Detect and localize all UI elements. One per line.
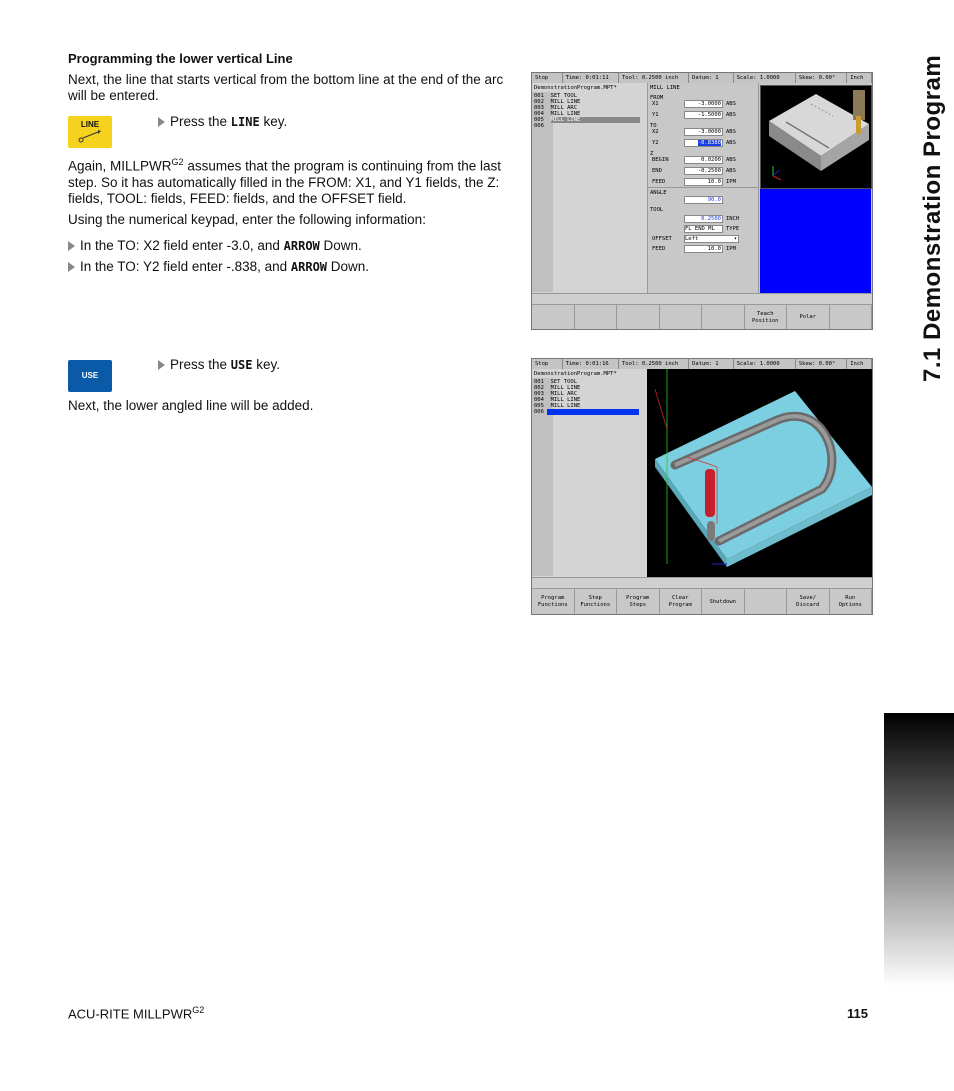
- program-list[interactable]: DemonstrationProgram.MPT* 001 SET TOOL 002 MILL LINE 003 MILL ARC 004 MILL LINE 005 MILL LINE 006: [532, 369, 648, 577]
- list-item: 006: [534, 123, 544, 129]
- line-arrow-icon: [75, 129, 105, 143]
- message-bar: [532, 577, 872, 588]
- feed2-field[interactable]: 10.0: [684, 245, 723, 253]
- x2-field[interactable]: -3.0000: [684, 128, 723, 136]
- thumb-index-gradient: [884, 713, 954, 987]
- step-press-line: Press the LINE key.: [158, 114, 287, 129]
- line-key-icon: [68, 116, 112, 148]
- y1-field[interactable]: -1.5000: [684, 111, 723, 119]
- angle-field[interactable]: 90.0: [684, 196, 723, 204]
- list-item: 003 MILL ARC: [534, 391, 578, 397]
- softkey[interactable]: [830, 305, 873, 330]
- bullet-triangle-icon: [158, 117, 165, 127]
- softkey[interactable]: [702, 305, 745, 330]
- next-paragraph: Next, the lower angled line will be added.: [68, 398, 314, 413]
- softkey[interactable]: [617, 305, 660, 330]
- keypad-paragraph: Using the numerical keypad, enter the following information:: [68, 212, 426, 227]
- program-steps-softkey[interactable]: Program Steps: [617, 589, 660, 615]
- run-options-softkey[interactable]: Run Options: [830, 589, 873, 615]
- tool-field[interactable]: 0.2500: [684, 215, 723, 223]
- program-list[interactable]: DemonstrationProgram.MPT* 001 SET TOOL 002 MILL LINE 003 MILL ARC 004 MILL LINE 005 MILL LINE 006: [532, 83, 648, 293]
- y2-field[interactable]: -0.8380: [684, 139, 723, 147]
- intro-paragraph: Next, the line that starts vertical from the bottom line at the end of the arc will be entered.: [68, 72, 504, 103]
- teach-position-softkey[interactable]: Teach Position: [745, 305, 788, 330]
- list-item: 003 MILL ARC: [534, 105, 578, 111]
- screenshot-program-preview: [531, 358, 873, 615]
- 3d-preview: [760, 85, 872, 189]
- list-item: 004 MILL LINE: [534, 111, 581, 117]
- save-discard-softkey[interactable]: Save/ Discard: [787, 589, 830, 615]
- softkey[interactable]: [745, 589, 788, 615]
- begin-field[interactable]: 0.0200: [684, 156, 723, 164]
- line-key-label: LINE: [80, 120, 100, 129]
- section-heading: Programming the lower vertical Line: [68, 51, 293, 66]
- status-bar: Stop Time: 0:01:11 Tool: 0.2500 inch Datum: 1 Scale: 1.0000 Skew: 0.00° Inch: [532, 73, 872, 83]
- status-bar: Stop Time: 0:01:16 Tool: 0.2500 inch Datum: 1 Scale: 1.0000 Skew: 0.00° Inch: [532, 359, 872, 369]
- shutdown-softkey[interactable]: Shutdown: [702, 589, 745, 615]
- bullet-item: In the TO: Y2 field enter -.838, and ARROW Down.: [68, 259, 369, 274]
- list-item: 005 MILL LINE: [534, 403, 581, 409]
- step-press-use: Press the USE key.: [158, 357, 280, 372]
- polar-softkey[interactable]: Polar: [787, 305, 830, 330]
- feed-field[interactable]: 10.0: [684, 178, 723, 186]
- list-item: 001 SET TOOL: [534, 93, 578, 99]
- mill-line-form: MILL LINE FROM X1 -3.0000 ABS Y1 -1.5000 ABS TO X2 -3.0000 ABS Y2 -0.8380 ABS Z BEGIN 0.0200 ABS END -0.2500 ABS FEED 10.0 IPM ANGLE 90.0 TOOL 0.2500 INCH FL END ML TYPE OFFSET Left ▾ FEED 10.0 IPM: [648, 83, 759, 293]
- program-functions-softkey[interactable]: Program Functions: [532, 589, 575, 615]
- bullet-item: In the TO: X2 field enter -3.0, and ARROW Down.: [68, 238, 362, 253]
- toolpath-render: [647, 369, 872, 577]
- step-functions-softkey[interactable]: Step Functions: [575, 589, 618, 615]
- list-item-selected: 005 MILL LINE: [534, 117, 644, 123]
- bullet-triangle-icon: [68, 262, 75, 272]
- offset-select[interactable]: Left ▾: [685, 236, 737, 242]
- softkey-bar: [532, 304, 872, 330]
- bullet-triangle-icon: [158, 360, 165, 370]
- footer-product: ACU-RITE $MILLPWR^{G2}$: [68, 1005, 205, 1022]
- use-key-icon: [68, 360, 112, 392]
- chapter-side-title: 7.1 Demonstration Program: [919, 54, 946, 382]
- dropdown-arrow-icon: ▾: [733, 236, 737, 242]
- end-field[interactable]: -0.2500: [684, 167, 723, 175]
- screenshot-mill-line-form: [531, 72, 873, 330]
- bullet-triangle-icon: [68, 241, 75, 251]
- softkey[interactable]: [532, 305, 575, 330]
- softkey-bar: [532, 588, 872, 615]
- list-item: 002 MILL LINE: [534, 385, 581, 391]
- page-number: 115: [847, 1006, 868, 1021]
- blue-preview-pane: [760, 189, 871, 293]
- x1-field[interactable]: -3.0000: [684, 100, 723, 108]
- workpiece-render: [761, 86, 871, 188]
- 3d-toolpath-view: [647, 369, 872, 577]
- list-item-selected: 006: [534, 409, 646, 415]
- tool-type-field[interactable]: FL END ML: [684, 225, 723, 233]
- message-bar: [532, 293, 872, 304]
- again-paragraph: Again, $MILLPWR^{G2}$ assumes that the program is continuing from the last step. So it has automatically filled in the FROM: X1, and Y1 fields, the Z: fields, TOOL: fields, FEED: fields, and the OFFSET field.: [68, 157, 501, 206]
- use-key-label: USE: [81, 371, 99, 380]
- list-item: 002 MILL LINE: [534, 99, 581, 105]
- clear-program-softkey[interactable]: Clear Program: [660, 589, 703, 615]
- list-item: 001 SET TOOL: [534, 379, 578, 385]
- softkey[interactable]: [660, 305, 703, 330]
- list-item: 004 MILL LINE: [534, 397, 581, 403]
- softkey[interactable]: [575, 305, 618, 330]
